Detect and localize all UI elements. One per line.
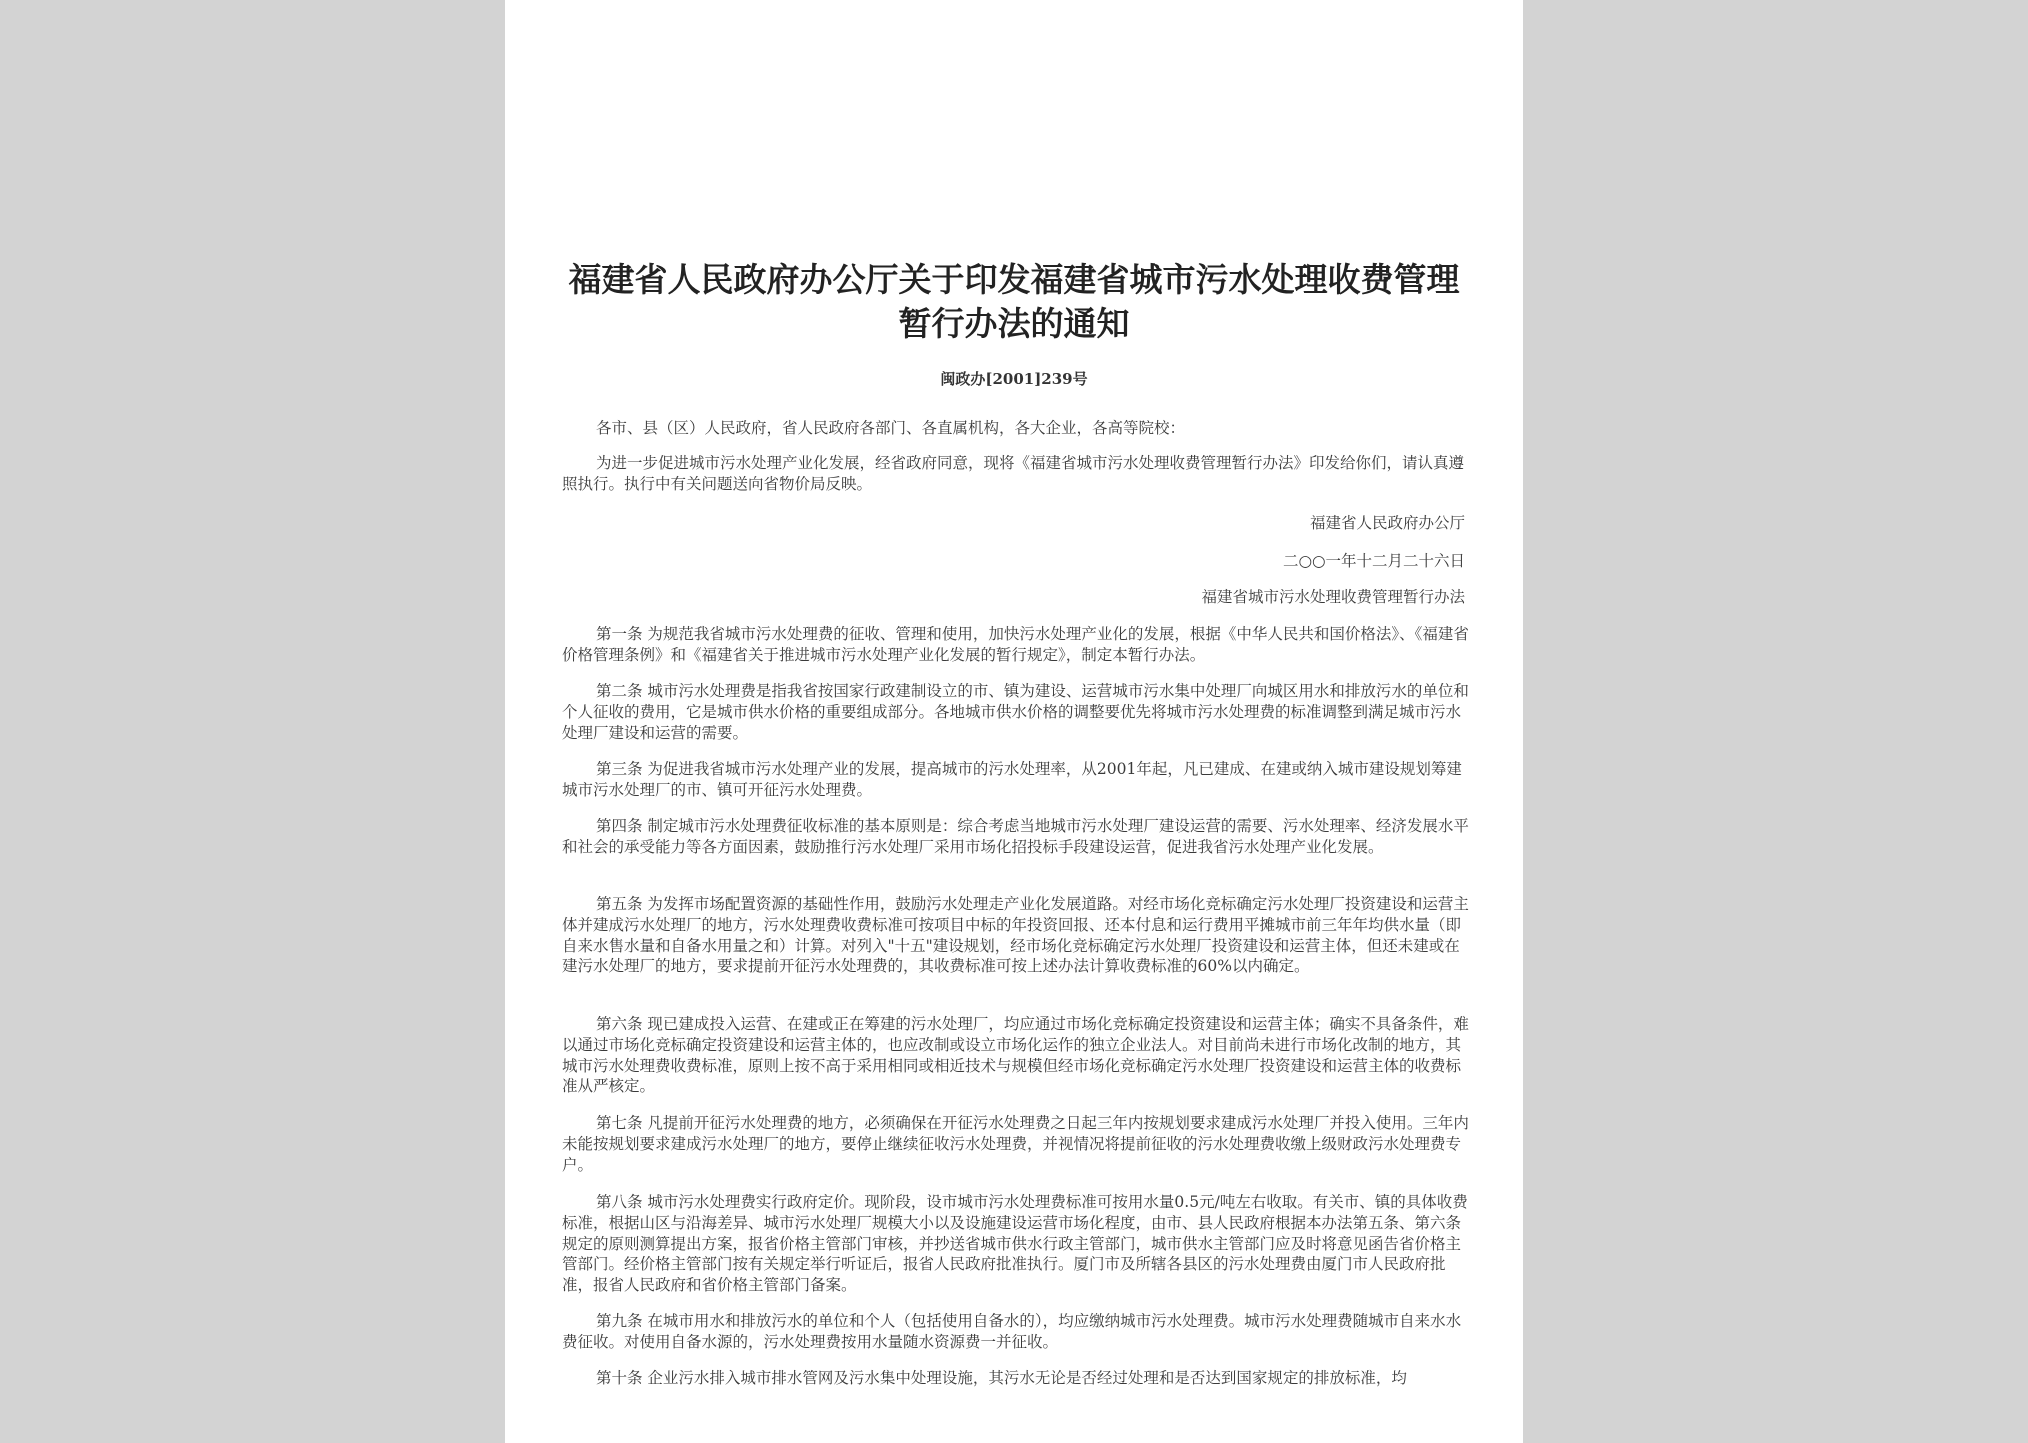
attachment-title: 福建省城市污水处理收费管理暂行办法: [1201, 588, 1465, 606]
article-5: 第五条 为发挥市场配置资源的基础性作用，鼓励污水处理走产业化发展道路。对经市场化竞标确定污水处理厂投资建设和运营主体并建成污水处理厂的地方，污水处理费收费标准可按项目中标的年投资回报、还本付息和运行费用平摊城市前三年年均供水量（即自来水售水量和自备水用量之和）计算。对列入"十五"建设规划，经市场化竞标确定污水处理厂投资建设和运营主体，但还未建或在建污水处理厂的地方，要求提前开征污水处理费的，其收费标准可按上述办法计算收费标准的60%以内确定。: [562, 895, 1469, 976]
article-8: 第八条 城市污水处理费实行政府定价。现阶段，设市城市污水处理费标准可按用水量0.5元/吨左右收取。有关市、镇的具体收费标准，根据山区与沿海差异、城市污水处理厂规模大小以及设施建设运营市场化程度，由市、县人民政府根据本办法第五条、第六条规定的原则测算提出方案，报省价格主管部门审核，并抄送省城市供水行政主管部门，城市供水主管部门应及时将意见函告省价格主管部门。经价格主管部门按有关规定举行听证后，报省人民政府批准执行。厦门市及所辖各县区的污水处理费由厦门市人民政府批准，报省人民政府和省价格主管部门备案。: [562, 1193, 1468, 1295]
article-2: 第二条 城市污水处理费是指我省按国家行政建制设立的市、镇为建设、运营城市污水集中处理厂向城区用水和排放污水的单位和个人征收的费用，它是城市供水价格的重要组成部分。各地城市供水价格的调整要优先将城市污水处理费的标准调整到满足城市污水处理厂建设和运营的需要。: [562, 682, 1469, 742]
intro-paragraph: 为进一步促进城市污水处理产业化发展，经省政府同意，现将《福建省城市污水处理收费管理暂行办法》印发给你们，请认真遵照执行。执行中有关问题送向省物价局反映。: [562, 454, 1465, 493]
document-title: 福建省人民政府办公厅关于印发福建省城市污水处理收费管理暂行办法的通知: [568, 260, 1460, 343]
document-page: [505, 0, 1523, 1443]
issuer-signature: 福建省人民政府办公厅: [1309, 514, 1465, 532]
article-9: 第九条 在城市用水和排放污水的单位和个人（包括使用自备水的），均应缴纳城市污水处理费。城市污水处理费随城市自来水水费征收。对使用自备水源的，污水处理费按用水量随水资源费一并征收。: [562, 1312, 1462, 1351]
document-number: 闽政办[2001]239号: [940, 370, 1088, 388]
article-10: 第十条 企业污水排入城市排水管网及污水集中处理设施，其污水无论是否经过处理和是否达到国家规定的排放标准，均: [596, 1369, 1407, 1387]
issue-date: 二○○一年十二月二十六日: [1282, 552, 1465, 570]
article-3: 第三条 为促进我省城市污水处理产业的发展，提高城市的污水处理率，从2001年起，凡已建成、在建或纳入城市建设规划筹建城市污水处理厂的市、镇可开征污水处理费。: [562, 760, 1462, 799]
salutation: 各市、县（区）人民政府，省人民政府各部门、各直属机构，各大企业，各高等院校：: [596, 419, 1186, 437]
article-7: 第七条 凡提前开征污水处理费的地方，必须确保在开征污水处理费之日起三年内按规划要求建成污水处理厂并投入使用。三年内未能按规划要求建成污水处理厂的地方，要停止继续征收污水处理费，并视情况将提前征收的污水处理费收缴上级财政污水处理费专户。: [562, 1114, 1469, 1174]
article-1: 第一条 为规范我省城市污水处理费的征收、管理和使用，加快污水处理产业化的发展，根据《中华人民共和国价格法》、《福建省价格管理条例》和《福建省关于推进城市污水处理产业化发展的暂行规定》，制定本暂行办法。: [562, 625, 1469, 664]
article-6: 第六条 现已建成投入运营、在建或正在筹建的污水处理厂，均应通过市场化竞标确定投资建设和运营主体；确实不具备条件，难以通过市场化竞标确定投资建设和运营主体的，也应改制或设立市场化运作的独立企业法人。对目前尚未进行市场化改制的地方，其城市污水处理费收费标准，原则上按不高于采用相同或相近技术与规模但经市场化竞标确定污水处理厂投资建设和运营主体的收费标准从严核定。: [562, 1015, 1469, 1096]
article-4: 第四条 制定城市污水处理费征收标准的基本原则是：综合考虑当地城市污水处理厂建设运营的需要、污水处理率、经济发展水平和社会的承受能力等各方面因素，鼓励推行污水处理厂采用市场化招投标手段建设运营，促进我省污水处理产业化发展。: [562, 817, 1469, 856]
